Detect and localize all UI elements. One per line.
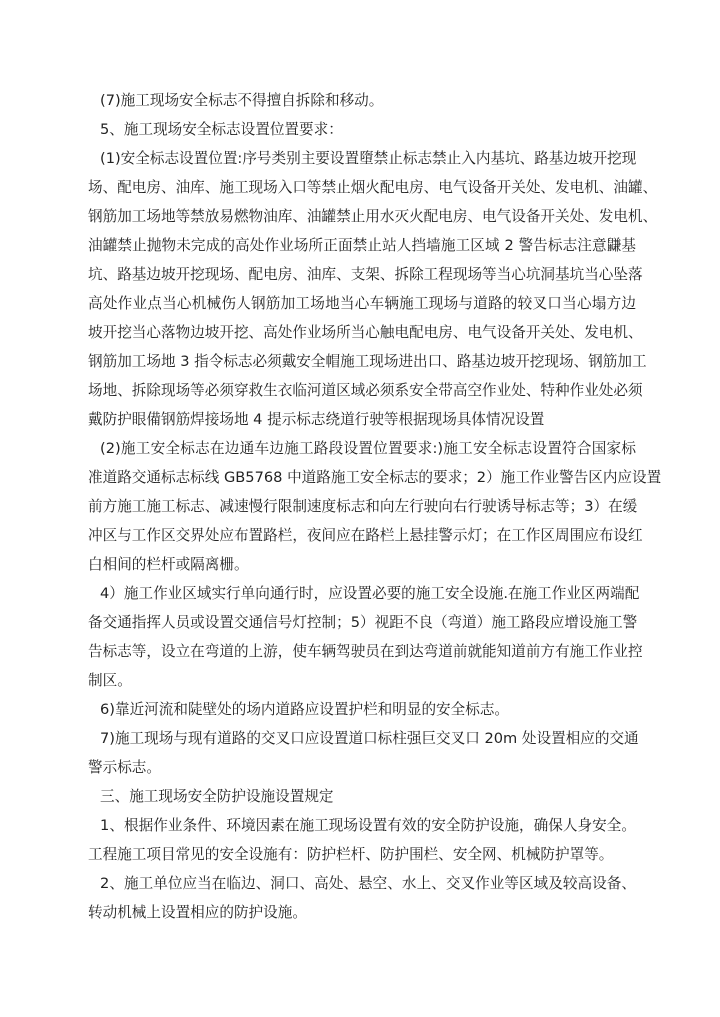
paragraph-line: 场地、拆除现场等必须穿救生衣临河道区域必须系安全带高空作业处、特种作业处必须 xyxy=(88,382,643,399)
paragraph-line: 钢筋加工场地 3 指令标志必须戴安全帽施工现场进出口、路基边坡开挖现场、钢筋加工 xyxy=(88,353,647,370)
paragraph-line: (2)施工安全标志在边通车边施工路段设置位置要求:)施工安全标志设置符合国家标 xyxy=(100,440,636,457)
paragraph-line: 油罐禁止抛物未完成的高处作业场所正面禁止站人挡墙施工区域 2 警告标志注意鼸基 xyxy=(88,237,636,254)
paragraph-line: 钢筋加工场地等禁放易燃物油库、油罐禁止用水灭火配电房、电气设备开关处、发电机、 xyxy=(88,208,658,225)
paragraph-line: 7)施工现场与现有道路的交叉口应设置道口标柱强巨交叉口 20m 处设置相应的交通 xyxy=(100,730,639,747)
paragraph-line: 前方施工施工标志、减速慢行限制速度标志和向左行驶向右行驶诱导标志等；3）在缓 xyxy=(88,498,638,515)
paragraph-line: 场、配电房、油库、施工现场入口等禁止烟火配电房、电气设备开关处、发电机、油罐、 xyxy=(88,179,658,196)
paragraph-line: 戴防护眼備钢筋焊接场地 4 提示标志绕道行驶等根据现场具体情况设置 xyxy=(88,411,545,428)
paragraph-line: 2、施工单位应当在临边、洞口、高处、悬空、水上、交叉作业等区域及较高设备、 xyxy=(100,875,636,892)
paragraph-line: 5、施工现场安全标志设置位置要求： xyxy=(100,121,343,138)
paragraph-line: 三、施工现场安全防护设施设置规定 xyxy=(100,788,334,805)
paragraph-line: 警示标志。 xyxy=(88,759,161,776)
paragraph-line: 高处作业点当心机械伤人钢筋加工场地当心车辆施工现场与道路的较叉口当心塌方边 xyxy=(88,295,636,312)
paragraph-line: 告标志等，设立在弯道的上游，使车辆驾驶员在到达弯道前就能知道前方有施工作业控 xyxy=(88,643,643,660)
paragraph-line: 制区。 xyxy=(88,672,132,689)
paragraph-line: 准道路交通标志标线 GB5768 中道路施工安全标志的要求；2）施工作业警告区内应设置 xyxy=(88,469,662,486)
paragraph-line: 转动机械上设置相应的防护设施。 xyxy=(88,904,307,921)
paragraph-line: 坑、路基边坡开挖现场、配电房、油库、支架、拆除工程现场等当心坑洞基坑当心坠落 xyxy=(88,266,643,283)
paragraph-line: (1)安全标志设置位置:序号类别主要设置墮禁止标志禁止入内基坑、路基边坡开挖现 xyxy=(100,150,637,167)
paragraph-line: 工程施工项目常见的安全设施有：防护栏杆、防护围栏、安全网、机械防护罩等。 xyxy=(88,846,614,863)
paragraph-line: 4）施工作业区域实行单向通行时，应设置必要的施工安全设施.在施工作业区两端配 xyxy=(100,585,640,602)
paragraph-line: 坡开挖当心落物边坡开挖、高处作业场所当心触电配电房、电气设备开关处、发电机、 xyxy=(88,324,643,341)
paragraph-line: 备交通指挥人员或设置交通信号灯控制；5）视距不良（弯道）施工路段应增设施工警 xyxy=(88,614,638,631)
paragraph-line: 冲区与工作区交界处应布置路栏，夜间应在路栏上悬挂警示灯；在工作区周围应布设红 xyxy=(88,527,643,544)
paragraph-line: 白相间的栏杆或隔离栅。 xyxy=(88,556,249,573)
paragraph-line: 1、根据作业条件、环境因素在施工现场设置有效的安全防护设施，确保人身安全。 xyxy=(100,817,636,834)
paragraph-line: (7)施工现场安全标志不得擅自拆除和移动。 xyxy=(100,92,384,109)
paragraph-line: 6)靠近河流和陡壁处的场内道路应设置护栏和明显的安全标志。 xyxy=(100,701,510,718)
